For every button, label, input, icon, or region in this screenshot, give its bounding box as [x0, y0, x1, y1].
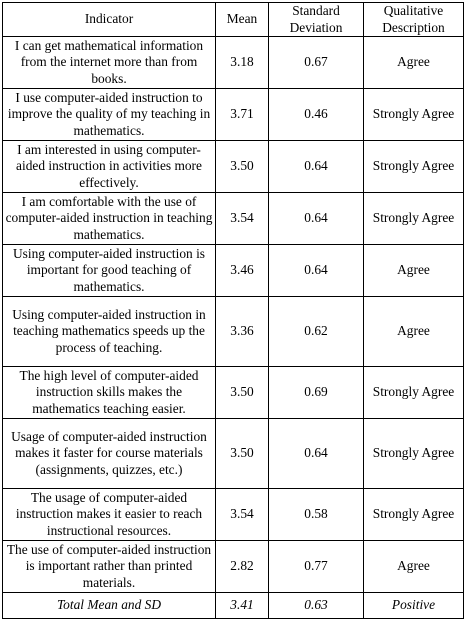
indicator-cell: Using computer-aided instruction in teaching mathematics speeds up the process of teaching. — [3, 297, 216, 367]
mean-cell: 3.50 — [216, 141, 269, 193]
sd-cell: 0.64 — [269, 141, 364, 193]
table-row — [3, 245, 464, 297]
mean-cell: 3.50 — [216, 419, 269, 489]
sd-cell: 0.46 — [269, 89, 364, 141]
table-row — [3, 37, 464, 89]
qualitative-cell: Strongly Agree — [364, 489, 464, 541]
sd-cell: 0.67 — [269, 37, 364, 89]
mean-cell: 3.54 — [216, 193, 269, 245]
header-mean: Mean — [216, 3, 269, 37]
total-sd: 0.63 — [269, 593, 364, 619]
total-row — [3, 593, 464, 619]
table-row — [3, 297, 464, 367]
indicator-cell: The usage of computer-aided instruction makes it easier to reach instructional resources. — [3, 489, 216, 541]
mean-cell: 3.18 — [216, 37, 269, 89]
header-indicator: Indicator — [3, 3, 216, 37]
mean-cell: 3.36 — [216, 297, 269, 367]
header-qualitative-description: Qualitative Description — [364, 3, 464, 37]
table-row — [3, 89, 464, 141]
sd-cell: 0.64 — [269, 193, 364, 245]
mean-cell: 2.82 — [216, 541, 269, 593]
qualitative-cell: Strongly Agree — [364, 419, 464, 489]
qualitative-cell: Strongly Agree — [364, 367, 464, 419]
total-mean: 3.41 — [216, 593, 269, 619]
qualitative-cell: Agree — [364, 37, 464, 89]
indicator-cell: I use computer-aided instruction to improve the quality of my teaching in mathematics. — [3, 89, 216, 141]
qualitative-cell: Strongly Agree — [364, 89, 464, 141]
survey-results-table — [2, 2, 464, 619]
table-row — [3, 193, 464, 245]
qualitative-cell: Agree — [364, 245, 464, 297]
qualitative-cell: Strongly Agree — [364, 193, 464, 245]
table-row — [3, 141, 464, 193]
mean-cell: 3.46 — [216, 245, 269, 297]
table-row — [3, 489, 464, 541]
sd-cell: 0.77 — [269, 541, 364, 593]
table-row — [3, 419, 464, 489]
sd-cell: 0.64 — [269, 245, 364, 297]
total-label: Total Mean and SD — [3, 593, 216, 619]
qualitative-cell: Strongly Agree — [364, 141, 464, 193]
indicator-cell: The use of computer-aided instruction is important rather than printed materials. — [3, 541, 216, 593]
indicator-cell: I am interested in using computer-aided instruction in activities more effectively. — [3, 141, 216, 193]
total-qualitative: Positive — [364, 593, 464, 619]
indicator-cell: Usage of computer-aided instruction makes it faster for course materials (assignments, quizzes, etc.) — [3, 419, 216, 489]
mean-cell: 3.50 — [216, 367, 269, 419]
header-row — [3, 3, 464, 37]
indicator-cell: I am comfortable with the use of computer-aided instruction in teaching mathematics. — [3, 193, 216, 245]
mean-cell: 3.71 — [216, 89, 269, 141]
qualitative-cell: Agree — [364, 541, 464, 593]
sd-cell: 0.69 — [269, 367, 364, 419]
table-row — [3, 541, 464, 593]
qualitative-cell: Agree — [364, 297, 464, 367]
sd-cell: 0.62 — [269, 297, 364, 367]
header-standard-deviation: Standard Deviation — [269, 3, 364, 37]
mean-cell: 3.54 — [216, 489, 269, 541]
indicator-cell: The high level of computer-aided instruction skills makes the mathematics teaching easier. — [3, 367, 216, 419]
table-row — [3, 367, 464, 419]
sd-cell: 0.64 — [269, 419, 364, 489]
indicator-cell: Using computer-aided instruction is important for good teaching of mathematics. — [3, 245, 216, 297]
sd-cell: 0.58 — [269, 489, 364, 541]
indicator-cell: I can get mathematical information from the internet more than from books. — [3, 37, 216, 89]
